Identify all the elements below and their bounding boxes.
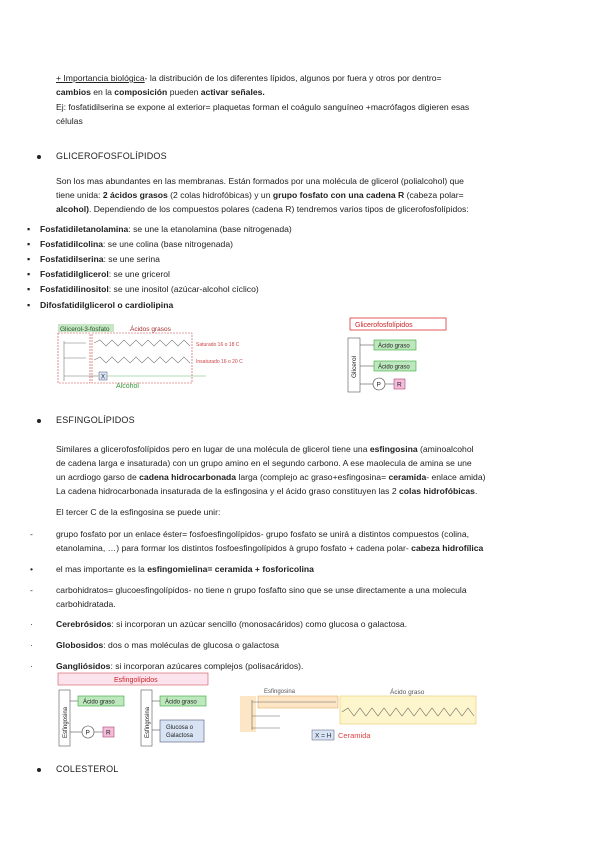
bullet-marker: · [30, 640, 33, 650]
esfingosina-label: Esfingosina [264, 689, 296, 695]
text: : dos o mas moléculas de glucosa o galactosa [103, 640, 280, 650]
bullet-marker: • [30, 564, 34, 574]
bold-cambios: cambios [56, 87, 91, 97]
heading-glicerofosfolipidos: GLICEROFOSFOLÍPIDOS [56, 151, 167, 161]
alcohol-label: Alcohol [116, 383, 139, 390]
item-bold: Fosfatidilglicerol [40, 269, 109, 279]
acido-graso-text-2: Ácido graso [378, 364, 410, 371]
esfingo-para-line-3 [56, 470, 556, 484]
r-label: R [106, 729, 111, 737]
bullet-dot [37, 155, 41, 159]
item-text: : se une colina (base nitrogenada) [103, 239, 233, 249]
bold-activar: activar señales. [200, 87, 265, 97]
esfingolipidos-schema-figure [56, 672, 216, 752]
text: . [474, 486, 478, 496]
esfingo-para-line-4 [56, 484, 556, 498]
item-text: : se une inositol (azúcar-alcohol cíclico) [108, 284, 259, 294]
acido-graso-text-1: Ácido graso [378, 343, 410, 350]
bullet-dot [37, 419, 41, 423]
dash-marker: - [30, 585, 33, 595]
text: larga (complejo ac graso+esfingosina= [236, 472, 389, 482]
acido-graso-label: Ácido graso [390, 689, 425, 696]
item-text: : se une serina [103, 254, 160, 264]
bold-esfingomielina: esfingomielina= ceramida + fosforicolina [147, 564, 314, 574]
item-bold: Fosfatidiletanolamina [40, 224, 129, 234]
acido-graso-text-right: Ácido graso [165, 699, 197, 706]
glucosa-text: Glucosa o [166, 725, 194, 731]
intro-line-3: Ej: fosfatidilserina se expone al exterior= plaquetas forman el coágulo sanguíneo +macrófagos digieren esas [56, 102, 470, 112]
esfingosina-text-1: Esfingosina [63, 706, 69, 738]
item-bold: Fosfatidilcolina [40, 239, 104, 249]
bold-cabeza: cabeza hidrofílica [411, 543, 484, 553]
bold-alcohol: alcohol) [56, 204, 89, 214]
galactosa-text: Galactosa [166, 733, 194, 739]
text: La cadena hidrocarbonada insaturada de la esfingosina y el ácido graso constituyen las 2 [56, 486, 400, 496]
item-bold: Fosfatidilinositol [40, 284, 109, 294]
text: : si incorporan un azúcar sencillo (monosacáridos) como glucosa o galactosa. [111, 619, 408, 629]
glicero-para-line-1: Son los mas abundantes en las membranas. Están formados por una molécula de glicerol (polialcohol) que [56, 176, 464, 186]
item-text: : se une gricerol [108, 269, 170, 279]
esfingo-para-line-2: de cadena larga e insaturada) con un grupo amino en el segundo carbono. A ese maolecula de amina se une [56, 458, 472, 468]
text: (2 colas hidrofóbicas) y un [167, 190, 273, 200]
bold-composicion: composición [114, 87, 168, 97]
schema-title: Glicerofosfolípidos [355, 322, 413, 329]
esfingo-item-1-line-1: grupo fosfato por un enlace éster= fosfoesfingolípidos- grupo fosfato se unirá a distintos compuestos (colina, [56, 529, 469, 539]
x-label: X [101, 374, 106, 381]
intro-line-4: células [56, 116, 83, 126]
item-bold: Fosfatidilserina [40, 254, 104, 264]
bold-cadena: cadena hidrocarbonada [139, 472, 237, 482]
esfingo-item-5 [56, 638, 566, 652]
r-label: R [397, 381, 402, 389]
bold-grupo-fosfato: grupo fosfato con una cadena R [272, 190, 405, 200]
heading-esfingolipidos: ESFINGOLÍPIDOS [56, 415, 135, 425]
p-label: P [376, 381, 381, 389]
item-bold: Difosfatidilglicerol o cardiolipina [40, 300, 174, 310]
text: Similares a glicerofosfolípidos pero en lugar de una molécula de glicerol tiene una [56, 444, 370, 454]
p-label: P [85, 729, 90, 737]
bold-cerebrosidos: Cerebrósidos [56, 619, 112, 629]
intro-line-1 [56, 71, 546, 85]
acidos-grasos-label: Ácidos grasos [130, 326, 171, 333]
glicerol-label: Glicerol-3-fosfato [60, 326, 110, 333]
list-item: ▪ Fosfatidilcolina: se une colina (base nitrogenada) [27, 239, 233, 249]
esfingosina-text-2: Esfingosina [145, 706, 151, 738]
esfingo-item-2 [56, 562, 566, 576]
list-item: ▪ Fosfatidilglicerol: se une gricerol [27, 269, 170, 279]
acido-graso-text-left: Ácido graso [83, 699, 115, 706]
bold-gangliosidos: Gangliósidos [56, 661, 111, 671]
bold-ceramida: ceramida [388, 472, 427, 482]
bullet-marker: · [30, 619, 33, 629]
importancia-label: + Importancia biológica [56, 73, 145, 83]
intro-text: pueden [167, 87, 201, 97]
intro-line-2 [56, 85, 546, 99]
intro-text: - la distribución de los diferentes lípidos, algunos por fuera y otros por dentro= [144, 73, 442, 83]
glicero-para-line-3 [56, 202, 556, 216]
bold-acidos: 2 ácidos grasos [102, 190, 168, 200]
esfingo-item-3-line-1: carbohidratos= glucoesfingolípidos- no tiene n grupo fosfafto sino que se unse directamente a una molecula [56, 585, 467, 595]
esfingo-para-2: El tercer C de la esfingosina se puede unir: [56, 507, 221, 517]
esfingo-item-4 [56, 617, 566, 631]
glicerofosfolipido-structure-figure [56, 321, 346, 395]
esfingo-item-3-line-2: carbohidratada. [56, 599, 116, 609]
esfingo-title: Esfingolípidos [114, 677, 158, 684]
intro-text: en la [90, 87, 115, 97]
esfingo-item-1-line-2 [56, 541, 566, 555]
xh-label: X = H [315, 732, 332, 740]
esfingo-para-line-1 [56, 442, 556, 456]
insaturado-label: Insaturado 16 o 20 C [196, 359, 243, 365]
ceramida-label: Ceramida [338, 731, 371, 740]
text: etanolamina, …) para formar los distintos fosfoesfingolípidos à grupo fosfato + cadena polar- [56, 543, 412, 553]
bold-colas: colas hidrofóbicas [399, 486, 475, 496]
ceramida-structure-figure [240, 686, 480, 742]
bullet-dot [37, 768, 41, 772]
acido-graso-chain-box [340, 696, 476, 724]
saturado-label: Saturado 16 o 18 C [196, 342, 240, 348]
bold-esfingosina: esfingosina [369, 444, 418, 454]
bullet-marker: · [30, 661, 33, 671]
text: un acrdiogo garso de [56, 472, 140, 482]
glicero-para-line-2 [56, 188, 556, 202]
glicerofosfolipidos-schema-figure [340, 316, 460, 400]
bold-globosidos: Globosidos [56, 640, 104, 650]
heading-colesterol: COLESTEROL [56, 764, 119, 774]
text: . Dependiendo de los compuestos polares (cadena R) tendremos varios tipos de glicerofosfolípidos: [88, 204, 469, 214]
text: el mas importante es la [56, 564, 148, 574]
glicerol-text: Glicerol [351, 355, 358, 378]
list-item: ▪ Fosfatidilserina: se une serina [27, 254, 160, 264]
list-item: ▪ Fosfatidiletanolamina: se une la etanolamina (base nitrogenada) [27, 224, 292, 234]
text: : si incorporan azúcares complejos (polisacáridos). [110, 661, 304, 671]
text: (aminoalcohol [417, 444, 474, 454]
list-item: ▪ Fosfatidilinositol: se une inositol (azúcar-alcohol cíclico) [27, 284, 259, 294]
text: (cabeza polar= [404, 190, 464, 200]
esfingo-item-6 [56, 659, 566, 673]
list-item: ▪ Difosfatidilglicerol o cardiolipina [27, 300, 174, 310]
dash-marker: - [30, 529, 33, 539]
text: tiene unida: [56, 190, 103, 200]
item-text: : se une la etanolamina (base nitrogenada) [128, 224, 292, 234]
esfingo-head-bg [240, 696, 256, 732]
text: - enlace amida) [426, 472, 486, 482]
